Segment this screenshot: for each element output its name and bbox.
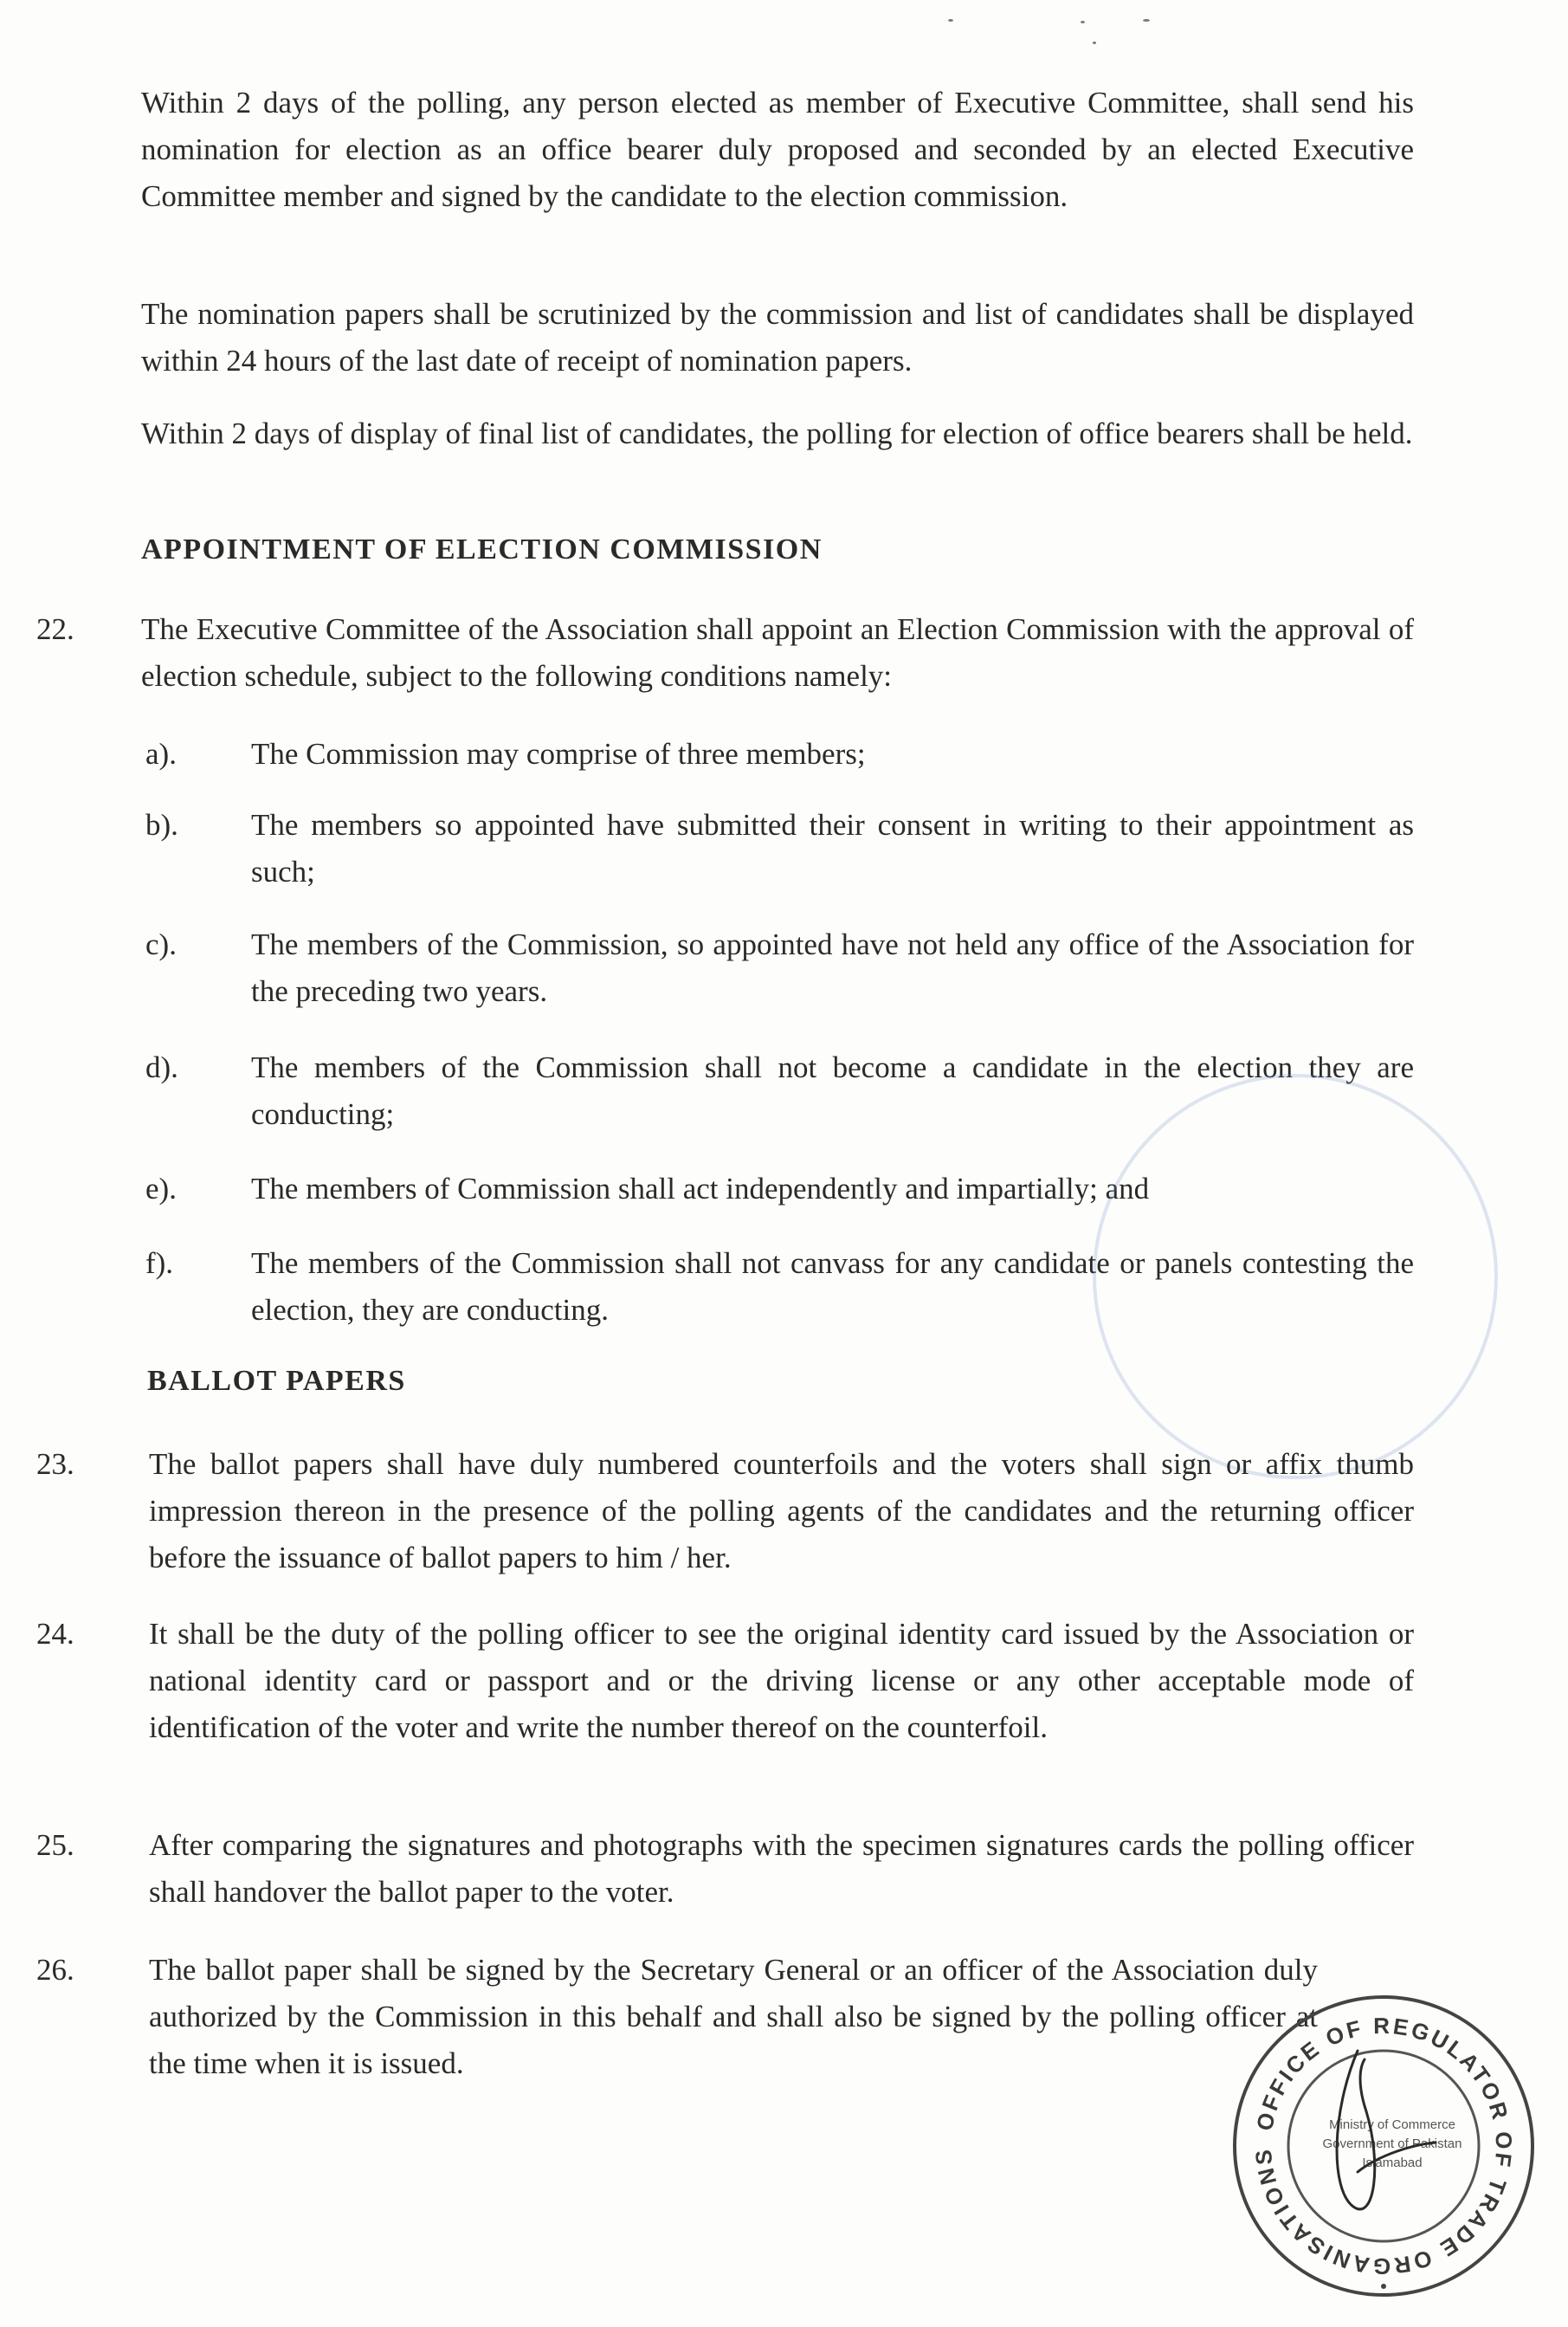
item-text-c: The members of the Commission, so appointed have not held any office of the Association for the preceding two years.: [251, 928, 1414, 1008]
item-label-f: f).: [145, 1246, 174, 1280]
seal-line-3: Islamabad: [1362, 2156, 1423, 2170]
seal-ring-text: OFFICE OF REGULATOR OF TRADE ORGANISATIONS: [1249, 2012, 1518, 2280]
seal-line-1: Ministry of Commerce: [1329, 2117, 1455, 2132]
seal-line-2: Government of Pakistan: [1322, 2136, 1462, 2151]
clause-number-22: 22.: [36, 612, 74, 646]
scan-speck: [948, 19, 953, 22]
clause-25-text: After comparing the signatures and photographs with the specimen signatures cards the polling officer shall handover the ballot paper to the voter.: [149, 1828, 1414, 1909]
faint-office-stamp: [1093, 1074, 1498, 1479]
item-text-a: The Commission may comprise of three members;: [251, 737, 866, 771]
clause-number-25: 25.: [36, 1828, 74, 1862]
clause-number-23: 23.: [36, 1447, 74, 1481]
clause-26-text: The ballot paper shall be signed by the Secretary General or an officer of the Association duly authorized by the Commission in this behalf and shall also be signed by the polling officer at the time when it is issued.: [149, 1953, 1318, 2080]
item-label-c: c).: [145, 928, 177, 961]
clause-number-24: 24.: [36, 1617, 74, 1651]
scan-speck: [1081, 21, 1085, 23]
item-text-e: The members of Commission shall act independently and impartially; and: [251, 1172, 1150, 1206]
heading-ballot-papers: BALLOT PAPERS: [147, 1365, 406, 1397]
clause-23-text: The ballot papers shall have duly numbered counterfoils and the voters shall sign or affix thumb impression thereon in the presence of the polling agents of the candidates and the returning officer before the issuance of ballot papers to him / her.: [149, 1447, 1414, 1574]
item-label-a: a).: [145, 737, 177, 771]
regulator-seal: [1228, 1990, 1539, 2302]
seal-star: [1381, 2284, 1386, 2289]
paragraph-nomination: Within 2 days of the polling, any person elected as member of Executive Committee, shall send his nomination for election as an office bearer duly proposed and seconded by an elected Executive Committee member and signed by the candidate to the election commission.: [141, 86, 1414, 213]
heading-election-commission: APPOINTMENT OF ELECTION COMMISSION: [141, 533, 823, 566]
item-label-e: e).: [145, 1172, 177, 1206]
scan-speck: [1093, 42, 1096, 44]
clause-22-text: The Executive Committee of the Association shall appoint an Election Commission with the approval of election schedule, subject to the following conditions namely:: [141, 612, 1414, 693]
item-text-f: The members of the Commission shall not canvass for any candidate or panels contesting the election, they are conducting.: [251, 1246, 1414, 1327]
paragraph-scrutiny: The nomination papers shall be scrutinized by the commission and list of candidates shall be displayed within 24 hours of the last date of receipt of nomination papers.: [141, 297, 1414, 378]
item-label-d: d).: [145, 1050, 178, 1084]
paragraph-polling: Within 2 days of display of final list of candidates, the polling for election of office bearers shall be held.: [141, 417, 1413, 450]
item-label-b: b).: [145, 808, 178, 842]
clause-number-26: 26.: [36, 1953, 74, 1987]
item-text-b: The members so appointed have submitted their consent in writing to their appointment as such;: [251, 808, 1414, 889]
item-text-d: The members of the Commission shall not become a candidate in the election they are conducting;: [251, 1050, 1414, 1131]
clause-24-text: It shall be the duty of the polling officer to see the original identity card issued by the Association or national identity card or passport and or the driving license or any other acceptable mode of identification of the voter and write the number thereof on the counterfoil.: [149, 1617, 1414, 1744]
scan-speck: [1143, 19, 1150, 22]
